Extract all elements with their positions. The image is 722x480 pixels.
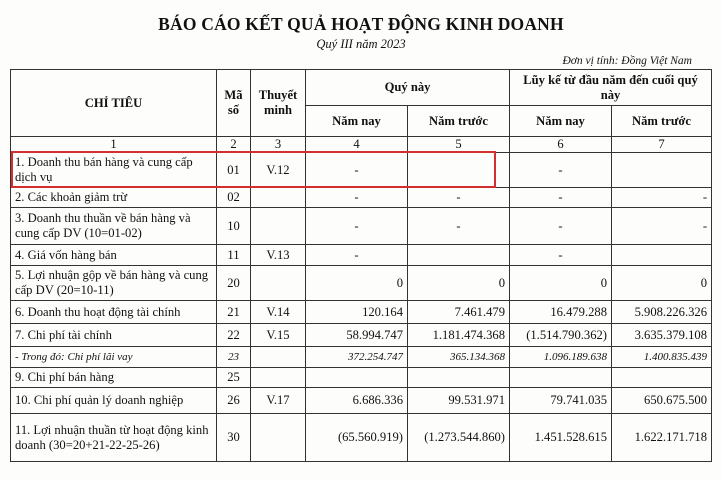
- table-row: [11, 368, 712, 388]
- row-note: [251, 368, 306, 388]
- table-row: [11, 347, 712, 368]
- row-ytd-last-year: -: [612, 208, 712, 245]
- row-code: 11: [217, 245, 251, 266]
- table-row: [11, 188, 712, 208]
- row-quarter-this-year: 0: [306, 266, 408, 301]
- row-code: 30: [217, 414, 251, 462]
- row-ytd-this-year: -: [510, 153, 612, 188]
- table-row: [11, 301, 712, 324]
- row-code: 10: [217, 208, 251, 245]
- column-index-row: [11, 137, 712, 153]
- table-row: [11, 245, 712, 266]
- index-cell: 7: [612, 137, 712, 153]
- table-row: [11, 208, 712, 245]
- table-row: [11, 414, 712, 462]
- row-ytd-last-year: 3.635.379.108: [612, 324, 712, 347]
- index-cell: 2: [217, 137, 251, 153]
- row-ytd-last-year: [612, 153, 712, 188]
- report-title: BÁO CÁO KẾT QUẢ HOẠT ĐỘNG KINH DOANH: [158, 14, 564, 34]
- row-quarter-last-year: [408, 368, 510, 388]
- report-period: Quý III năm 2023: [316, 37, 406, 51]
- row-quarter-last-year: [408, 245, 510, 266]
- row-ytd-last-year: -: [612, 188, 712, 208]
- row-code: 02: [217, 188, 251, 208]
- row-label: 9. Chi phí bán hàng: [11, 368, 217, 388]
- row-code: 23: [217, 347, 251, 368]
- header-quy-nam-truoc: Năm trước: [408, 106, 510, 137]
- row-quarter-last-year: [408, 153, 510, 188]
- row-ytd-this-year: -: [510, 245, 612, 266]
- row-ytd-last-year: [612, 368, 712, 388]
- header-quy-nam-nay: Năm nay: [306, 106, 408, 137]
- index-cell: 6: [510, 137, 612, 153]
- row-label: 2. Các khoản giảm trừ: [11, 188, 217, 208]
- row-quarter-last-year: 99.531.971: [408, 388, 510, 414]
- header-luyke-nam-nay: Năm nay: [510, 106, 612, 137]
- row-note: V.17: [251, 388, 306, 414]
- row-quarter-last-year: (1.273.544.860): [408, 414, 510, 462]
- index-cell: 5: [408, 137, 510, 153]
- row-quarter-last-year: 365.134.368: [408, 347, 510, 368]
- row-code: 22: [217, 324, 251, 347]
- row-quarter-this-year: -: [306, 188, 408, 208]
- row-quarter-this-year: -: [306, 153, 408, 188]
- row-ytd-this-year: 1.096.189.638: [510, 347, 612, 368]
- row-code: 25: [217, 368, 251, 388]
- row-note: [251, 208, 306, 245]
- row-label: 3. Doanh thu thuần về bán hàng và cung cấp DV (10=01-02): [11, 208, 217, 245]
- row-quarter-this-year: 120.164: [306, 301, 408, 324]
- row-ytd-last-year: 650.675.500: [612, 388, 712, 414]
- row-label: 6. Doanh thu hoạt động tài chính: [11, 301, 217, 324]
- row-ytd-last-year: 1.400.835.439: [612, 347, 712, 368]
- row-label: 11. Lợi nhuận thuần từ hoạt động kinh doanh (30=20+21-22-25-26): [11, 414, 217, 462]
- currency-unit: Đơn vị tính: Đồng Việt Nam: [562, 55, 692, 67]
- row-quarter-this-year: (65.560.919): [306, 414, 408, 462]
- row-note: [251, 266, 306, 301]
- row-ytd-this-year: 16.479.288: [510, 301, 612, 324]
- row-label: 5. Lợi nhuận gộp về bán hàng và cung cấp DV (20=10-11): [11, 266, 217, 301]
- row-quarter-last-year: -: [408, 188, 510, 208]
- table-row: [11, 388, 712, 414]
- header-luy-ke: Lũy kế từ đầu năm đến cuối quý này: [510, 70, 712, 106]
- row-quarter-last-year: 0: [408, 266, 510, 301]
- row-ytd-this-year: 0: [510, 266, 612, 301]
- header-quy-nay: Quý này: [306, 70, 510, 106]
- row-code: 20: [217, 266, 251, 301]
- row-ytd-this-year: -: [510, 208, 612, 245]
- row-quarter-this-year: -: [306, 208, 408, 245]
- row-note: [251, 188, 306, 208]
- row-label: 7. Chi phí tài chính: [11, 324, 217, 347]
- row-ytd-last-year: 0: [612, 266, 712, 301]
- row-quarter-this-year: 58.994.747: [306, 324, 408, 347]
- index-cell: 1: [11, 137, 217, 153]
- header-luyke-nam-truoc: Năm trước: [612, 106, 712, 137]
- row-note: [251, 347, 306, 368]
- row-code: 26: [217, 388, 251, 414]
- row-quarter-last-year: 1.181.474.368: [408, 324, 510, 347]
- row-ytd-this-year: (1.514.790.362): [510, 324, 612, 347]
- header-thuyet-minh: Thuyết minh: [251, 70, 306, 137]
- row-note: V.12: [251, 153, 306, 188]
- row-note: V.13: [251, 245, 306, 266]
- header-ma-so: Mã số: [217, 70, 251, 137]
- row-note: V.15: [251, 324, 306, 347]
- row-quarter-this-year: 372.254.747: [306, 347, 408, 368]
- row-quarter-this-year: [306, 368, 408, 388]
- row-quarter-this-year: 6.686.336: [306, 388, 408, 414]
- row-label: 4. Giá vốn hàng bán: [11, 245, 217, 266]
- index-cell: 3: [251, 137, 306, 153]
- index-cell: 4: [306, 137, 408, 153]
- income-statement-table: [10, 69, 712, 462]
- row-quarter-last-year: -: [408, 208, 510, 245]
- table-row: [11, 266, 712, 301]
- row-label: - Trong đó: Chi phí lãi vay: [11, 347, 217, 368]
- row-ytd-last-year: [612, 245, 712, 266]
- row-code: 21: [217, 301, 251, 324]
- row-ytd-this-year: -: [510, 188, 612, 208]
- row-code: 01: [217, 153, 251, 188]
- row-quarter-last-year: 7.461.479: [408, 301, 510, 324]
- row-note: [251, 414, 306, 462]
- row-ytd-this-year: 1.451.528.615: [510, 414, 612, 462]
- table-row: [11, 324, 712, 347]
- row-note: V.14: [251, 301, 306, 324]
- row-ytd-this-year: 79.741.035: [510, 388, 612, 414]
- row-ytd-last-year: 5.908.226.326: [612, 301, 712, 324]
- row-quarter-this-year: -: [306, 245, 408, 266]
- row-label: 1. Doanh thu bán hàng và cung cấp dịch vụ: [11, 153, 217, 188]
- row-label: 10. Chi phí quản lý doanh nghiệp: [11, 388, 217, 414]
- row-ytd-last-year: 1.622.171.718: [612, 414, 712, 462]
- header-chi-tieu: CHỈ TIÊU: [11, 70, 217, 137]
- row-ytd-this-year: [510, 368, 612, 388]
- table-row: [11, 153, 712, 188]
